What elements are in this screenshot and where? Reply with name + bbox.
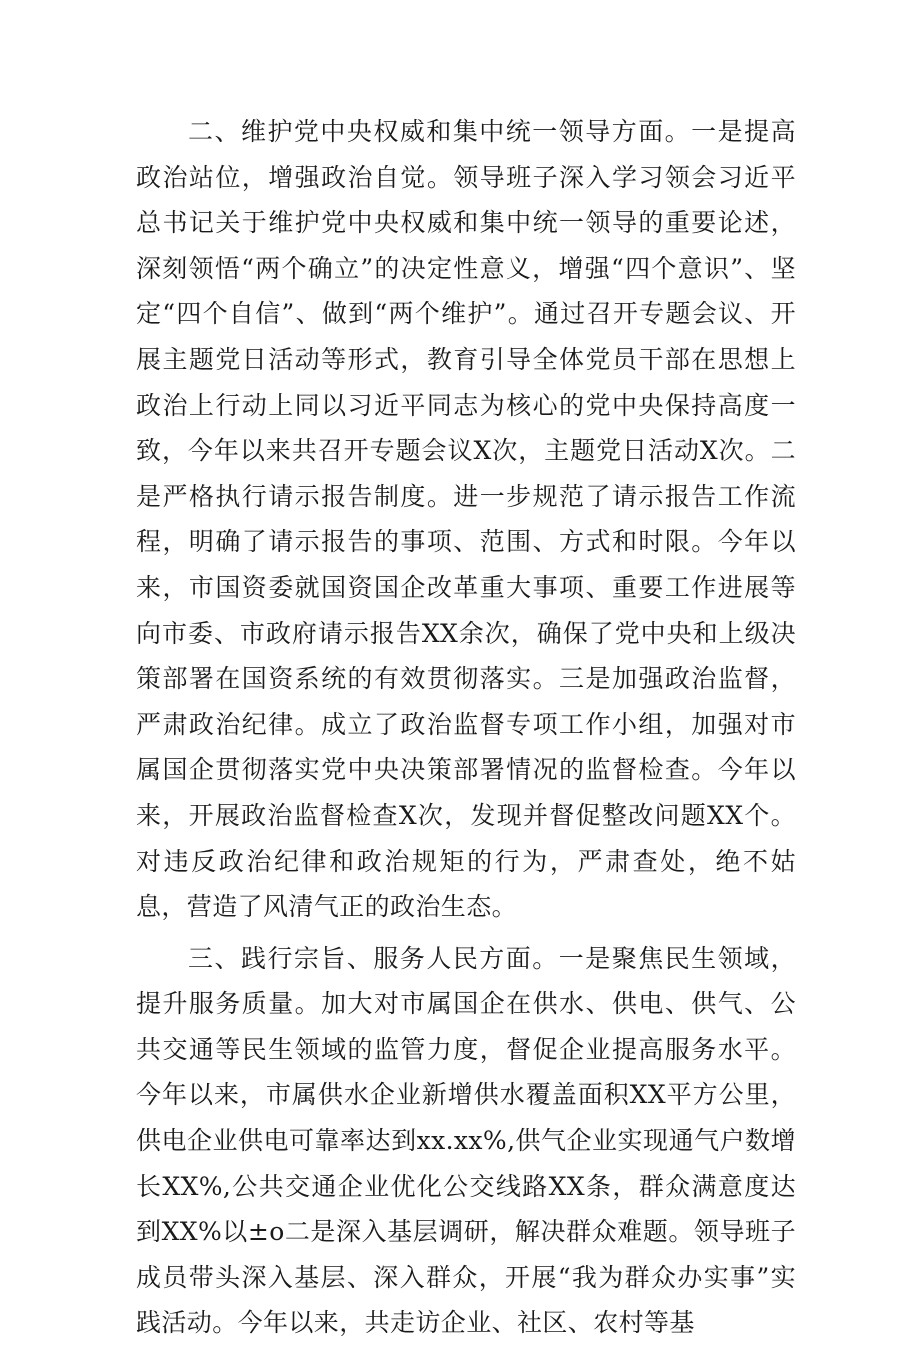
document-body — [136, 109, 796, 1346]
paragraph-section-two: 二、维护党中央权威和集中统一领导方面。一是提高政治站位，增强政治自觉。领导班子深入学习领会习近平总书记关于维护党中央权威和集中统一领导的重要论述，深刻领悟“两个确立”的决定性意义，增强“四个意识”、坚定“四个自信”、做到“两个维护”。通过召开专题会议、开展主题党日活动等形式，教育引导全体党员干部在思想上政治上行动上同以习近平同志为核心的党中央保持高度一致，今年以来共召开专题会议X次，主题党日活动X次。二是严格执行请示报告制度。进一步规范了请示报告工作流程，明确了请示报告的事项、范围、方式和时限。今年以来，市国资委就国资国企改革重大事项、重要工作进展等向市委、市政府请示报告XX余次，确保了党中央和上级决策部署在国资系统的有效贯彻落实。三是加强政治监督，严肃政治纪律。成立了政治监督专项工作小组，加强对市属国企贯彻落实党中央决策部署情况的监督检查。今年以来，开展政治监督检查X次，发现并督促整改问题XX个。对违反政治纪律和政治规矩的行为，严肃查处，绝不姑息，营造了风清气正的政治生态。 — [136, 117, 796, 922]
paragraph-section-three: 三、践行宗旨、服务人民方面。一是聚焦民生领域，提升服务质量。加大对市属国企在供水、供电、供气、公共交通等民生领域的监管力度，督促企业提高服务水平。今年以来，市属供水企业新增供水覆盖面积XX平方公里，供电企业供电可靠率达到xx.xx%,供气企业实现通气户数增长XX%,公共交通企业优化公交线路XX条，群众满意度达到XX%以±o二是深入基层调研，解决群众难题。领导班子成员带头深入基层、深入群众，开展“我为群众办实事”实践活动。今年以来，共走访企业、社区、农村等基 — [136, 943, 796, 1338]
